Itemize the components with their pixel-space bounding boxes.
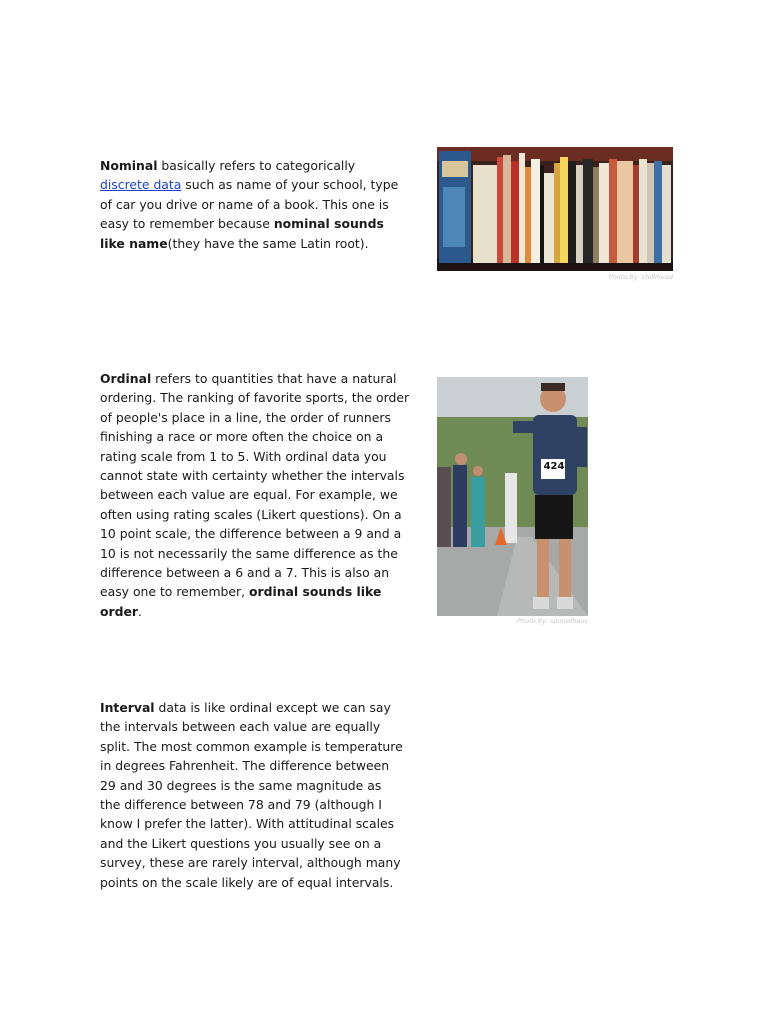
interval-paragraph [100, 698, 405, 892]
discrete-data-link[interactable]: discrete data [100, 177, 182, 193]
nominal-paragraph [100, 156, 405, 253]
ordinal-text-2: . [138, 603, 142, 619]
interval-text-1: data is like ordinal except we can say the intervals between each value are equally split. The most common example is temperature in degrees Fahrenheit. The difference between 29 and 30 degrees is the same magnitude as the difference between 78 and 79 (although I know I prefer the latter). With attitudinal scales and the Likert questions you usually see on a survey, these are rarely interval, although many points on the scale likely are of equal intervals. [100, 700, 403, 890]
interval-term: Interval [100, 700, 155, 715]
nominal-text-2: such as name of your school, type of car you drive or name of a book. This one is easy to remember because [100, 177, 399, 232]
runner-bib-number: 424 [543, 461, 565, 472]
nominal-emphasis: nominal sounds like name [100, 216, 384, 251]
nominal-text-1: basically refers to categorically [157, 158, 356, 173]
ordinal-term: Ordinal [100, 371, 152, 386]
ordinal-emphasis: ordinal sounds like order [100, 584, 382, 619]
ordinal-text-1: refers to quantities that have a natural ordering. The ranking of favorite sports, the order of people's place in a line, the order of runners finishing a race or more often the choice on a rating scale from 1 to 5. With ordinal data you cannot state with certainty whether the intervals between each value are equal. For example, we often using rating scales (Likert questions). On a 10 point scale, the difference between a 9 and a 10 is not necessarily the same difference as the difference between a 6 and a 7. This is also an easy one to remember, [100, 371, 410, 600]
runner-photo [437, 377, 588, 616]
bookshelf-photo-credit: Photo By: chillihead [608, 273, 673, 281]
runner-photo-credit: Photo By: spimetheus [517, 617, 588, 625]
nominal-text-3: (they have the same Latin root). [167, 235, 369, 251]
bookshelf-photo [437, 147, 673, 271]
ordinal-paragraph [100, 369, 410, 621]
nominal-term: Nominal [100, 158, 158, 173]
